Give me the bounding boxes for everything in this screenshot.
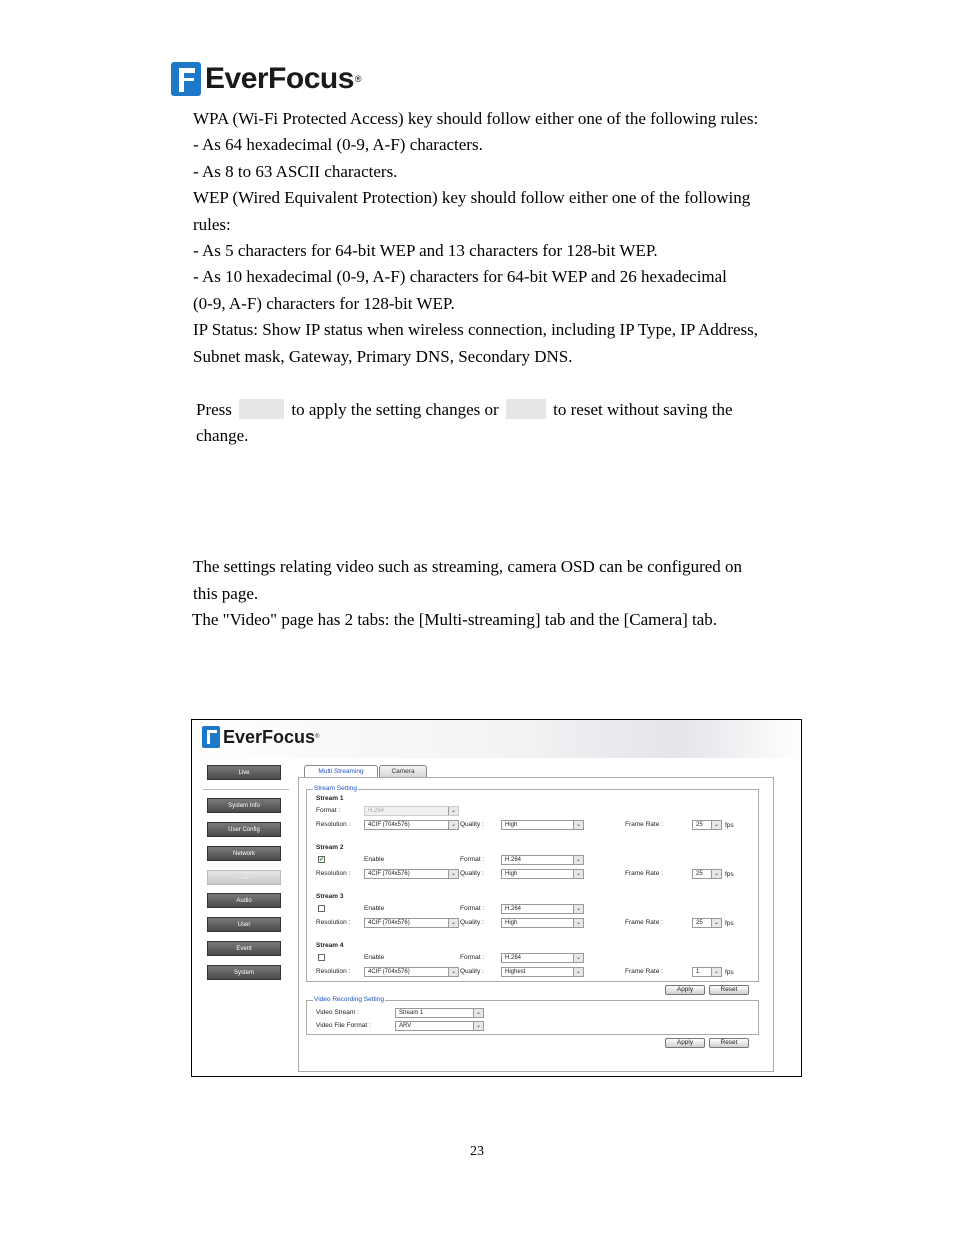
wireless-key-rules (193, 106, 793, 370)
select-value: High (505, 822, 518, 828)
text-line: The settings relating video such as streaming, camera OSD can be configured on (193, 557, 743, 576)
text-line: WEP (Wired Equivalent Protection) key should follow either one of the following (193, 188, 751, 208)
text-line: (0-9, A-F) characters for 128-bit WEP. (193, 293, 455, 313)
screenshot-logo (202, 726, 319, 748)
stream-2-quality-label: Quality : (460, 870, 484, 877)
chevron-down-icon: ⌄ (711, 821, 721, 829)
stream-reset-button[interactable]: Reset (709, 985, 749, 995)
select-value: 25 (696, 871, 703, 877)
nav-audio-button[interactable]: Audio (207, 893, 281, 908)
chevron-down-icon: ⌄ (448, 919, 458, 927)
stream-3-quality-select[interactable] (501, 918, 584, 928)
select-value: Stream 1 (399, 1010, 424, 1016)
recording-apply-button[interactable]: Apply (665, 1038, 705, 1048)
select-value: 4CIF (704x576) (368, 871, 410, 877)
note-line-2: change. (196, 426, 249, 445)
note-reset-text: to reset without saving the (553, 400, 733, 419)
multi-streaming-panel (298, 777, 774, 1072)
select-value: ARV (399, 1023, 412, 1029)
stream-1-fps-label: fps (725, 822, 734, 829)
video-settings-screenshot (191, 719, 802, 1077)
stream-3-fps-label: fps (725, 920, 734, 927)
select-value: High (505, 920, 518, 926)
chevron-down-icon: ⌄ (573, 968, 583, 976)
stream-4-enable-label: Enable (364, 954, 385, 961)
screenshot-logo-registered-mark: ® (315, 734, 320, 740)
select-value: 25 (696, 822, 703, 828)
stream-1-format-label: Format : (316, 807, 341, 814)
nav-video-button[interactable]: Video (207, 870, 281, 885)
stream-4-quality-label: Quality : (460, 968, 484, 975)
stream-1-frame-rate-select[interactable] (692, 820, 722, 830)
video-stream-label: Video Stream : (316, 1009, 359, 1016)
stream-4-resolution-select[interactable] (364, 967, 459, 977)
select-value: 25 (696, 920, 703, 926)
select-value: H.264 (368, 808, 385, 814)
chevron-down-icon: ⌄ (448, 870, 458, 878)
stream-1-title: Stream 1 (316, 795, 344, 802)
stream-4-frame-rate-label: Frame Rate : (625, 968, 663, 975)
nav-divider (203, 789, 289, 790)
text-line: - As 5 characters for 64-bit WEP and 13 characters for 128-bit WEP. (193, 241, 658, 261)
stream-3-resolution-select[interactable] (364, 918, 459, 928)
chevron-down-icon: ⌄ (448, 968, 458, 976)
select-value: H.264 (505, 857, 522, 863)
stream-2-resolution-label: Resolution : (316, 870, 351, 877)
stream-4-format-select[interactable] (501, 953, 584, 963)
nav-system-info-button[interactable]: System Info (207, 798, 281, 813)
text-line: Subnet mask, Gateway, Primary DNS, Secondary DNS. (193, 346, 573, 366)
stream-2-format-select[interactable] (501, 855, 584, 865)
chevron-down-icon: ⌄ (473, 1009, 483, 1017)
logo-text: EverFocus (205, 62, 354, 95)
select-value: H.264 (505, 906, 522, 912)
apply-reset-note (196, 397, 786, 449)
stream-2-fps-label: fps (725, 871, 734, 878)
stream-4-quality-select[interactable] (501, 967, 584, 977)
everfocus-logo-icon (202, 726, 220, 748)
everfocus-logo (171, 61, 362, 97)
video-intro (193, 554, 793, 634)
nav-live-button[interactable]: Live (207, 765, 281, 780)
select-value: 1 (696, 969, 700, 975)
nav-network-button[interactable]: Network (207, 846, 281, 861)
nav-system-button[interactable]: System (207, 965, 281, 980)
chevron-down-icon: ⌄ (711, 919, 721, 927)
stream-1-frame-rate-label: Frame Rate : (625, 821, 663, 828)
stream-2-frame-rate-select[interactable] (692, 869, 722, 879)
stream-4-resolution-label: Resolution : (316, 968, 351, 975)
text-line: this page. (193, 583, 259, 603)
text-line: IP Status: Show IP status when wireless connection, including IP Type, IP Address, (193, 320, 758, 340)
recording-reset-button[interactable]: Reset (709, 1038, 749, 1048)
select-value: 4CIF (704x576) (368, 969, 410, 975)
select-value: 4CIF (704x576) (368, 822, 410, 828)
screenshot-logo-text: EverFocus (223, 726, 316, 747)
stream-2-enable-label: Enable (364, 856, 385, 863)
text-line: - As 8 to 63 ASCII characters. (193, 161, 398, 181)
select-value: H.264 (505, 955, 522, 961)
screenshot-header (192, 720, 801, 758)
stream-3-quality-label: Quality : (460, 919, 484, 926)
chevron-down-icon: ⌄ (573, 856, 583, 864)
text-line: rules: (193, 214, 231, 234)
stream-4-fps-label: fps (725, 969, 734, 976)
chevron-down-icon: ⌄ (711, 968, 721, 976)
note-press: Press (196, 400, 232, 419)
nav-event-button[interactable]: Event (207, 941, 281, 956)
apply-button-image (239, 399, 284, 419)
nav-user-config-button[interactable]: User Config (207, 822, 281, 837)
video-recording-title: Video Recording Setting (314, 996, 384, 1003)
stream-2-resolution-select[interactable] (364, 869, 459, 879)
chevron-down-icon: ⌄ (473, 1022, 483, 1030)
stream-2-quality-select[interactable] (501, 869, 584, 879)
chevron-down-icon: ⌄ (573, 905, 583, 913)
stream-3-format-label: Format : (460, 905, 485, 912)
stream-4-format-label: Format : (460, 954, 485, 961)
video-file-format-select[interactable] (395, 1021, 484, 1031)
stream-1-resolution-select[interactable] (364, 820, 459, 830)
stream-1-quality-label: Quality : (460, 821, 484, 828)
stream-1-resolution-label: Resolution : (316, 821, 351, 828)
video-recording-group (306, 996, 759, 1035)
stream-1-format-select[interactable] (364, 806, 459, 816)
note-apply-text: to apply the setting changes or (291, 400, 499, 419)
chevron-down-icon: ⌄ (573, 919, 583, 927)
stream-setting-title: Stream Setting (314, 785, 357, 792)
select-value: Highest (505, 969, 526, 975)
video-file-format-label: Video File Format : (316, 1022, 371, 1029)
chevron-down-icon: ⌄ (448, 807, 458, 815)
stream-apply-button[interactable]: Apply (665, 985, 705, 995)
stream-3-frame-rate-label: Frame Rate : (625, 919, 663, 926)
stream-2-format-label: Format : (460, 856, 485, 863)
tab-multi-streaming[interactable]: Multi Streaming (304, 765, 378, 777)
chevron-down-icon: ⌄ (711, 870, 721, 878)
stream-4-frame-rate-select[interactable] (692, 967, 722, 977)
text-line: - As 10 hexadecimal (0-9, A-F) characters for 64-bit WEP and 26 hexadecimal (193, 267, 727, 287)
stream-3-frame-rate-select[interactable] (692, 918, 722, 928)
select-value: High (505, 871, 518, 877)
stream-2-title: Stream 2 (316, 844, 344, 851)
stream-2-enable-checkbox[interactable] (318, 856, 325, 863)
stream-1-quality-select[interactable] (501, 820, 584, 830)
text-line: The "Video" page has 2 tabs: the [Multi-streaming] tab and the [Camera] tab. (192, 610, 718, 630)
check-icon: ✔ (319, 857, 325, 863)
everfocus-logo-icon (171, 62, 201, 96)
page-number: 23 (470, 1144, 484, 1159)
stream-3-format-select[interactable] (501, 904, 584, 914)
chevron-down-icon: ⌄ (448, 821, 458, 829)
stream-2-frame-rate-label: Frame Rate : (625, 870, 663, 877)
text-line: - As 64 hexadecimal (0-9, A-F) characters. (193, 135, 483, 155)
chevron-down-icon: ⌄ (573, 954, 583, 962)
nav-user-button[interactable]: User (207, 917, 281, 932)
stream-4-title: Stream 4 (316, 942, 344, 949)
stream-3-title: Stream 3 (316, 893, 344, 900)
stream-setting-group (306, 785, 759, 982)
stream-3-resolution-label: Resolution : (316, 919, 351, 926)
logo-registered-mark: ® (354, 74, 362, 84)
stream-3-enable-checkbox[interactable] (318, 905, 325, 912)
stream-3-enable-label: Enable (364, 905, 385, 912)
stream-4-enable-checkbox[interactable] (318, 954, 325, 961)
reset-button-image (506, 399, 546, 419)
video-stream-select[interactable] (395, 1008, 484, 1018)
chevron-down-icon: ⌄ (573, 870, 583, 878)
text-line: WPA (Wi-Fi Protected Access) key should follow either one of the following rules: (193, 109, 759, 128)
chevron-down-icon: ⌄ (573, 821, 583, 829)
select-value: 4CIF (704x576) (368, 920, 410, 926)
tab-camera[interactable]: Camera (379, 765, 427, 777)
